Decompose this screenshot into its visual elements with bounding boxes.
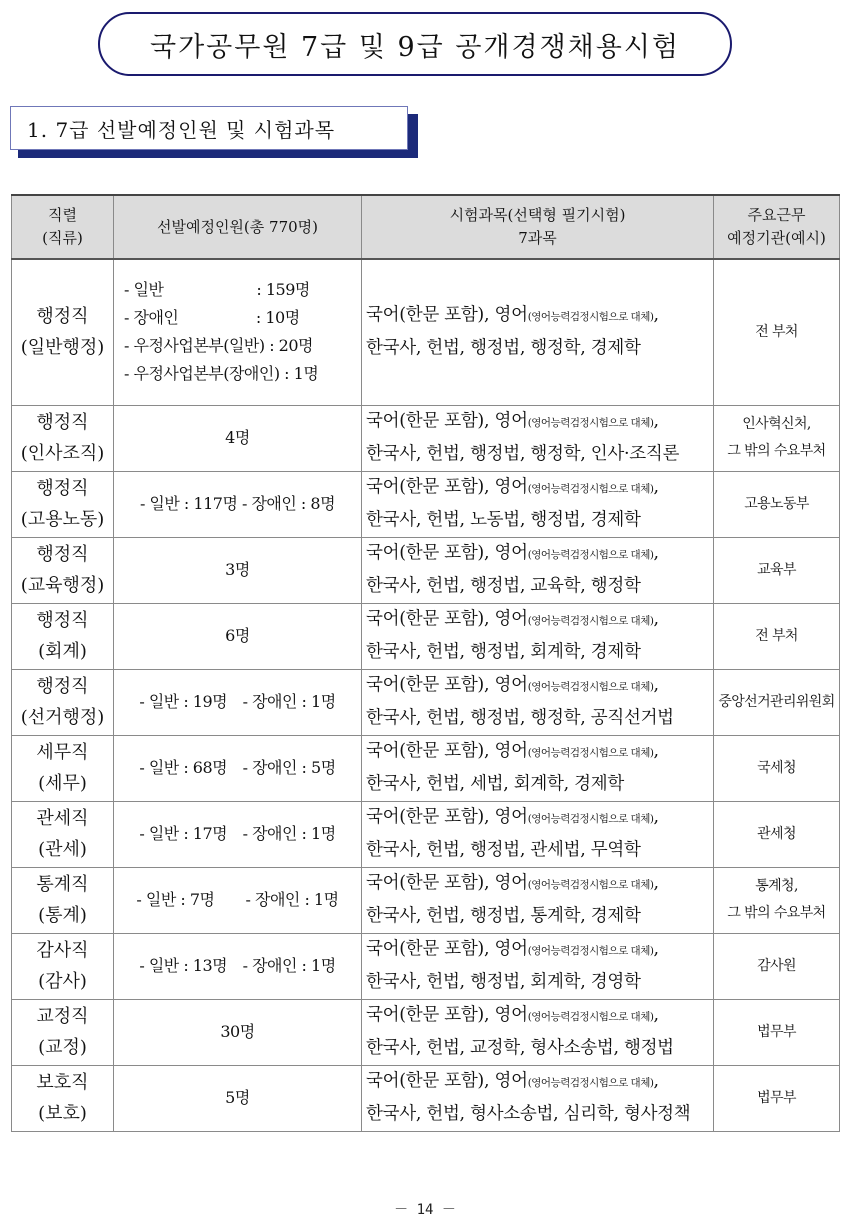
english-test-note: (영어능력검정시험으로 대체) <box>527 311 654 324</box>
planned-count-cell <box>114 603 362 669</box>
header-line: 7과목 <box>518 229 557 247</box>
english-test-note: (영어능력검정시험으로 대체) <box>527 813 654 825</box>
subjects-primary: 국어(한문 포함), 영어 <box>366 741 528 761</box>
planned-count-cell <box>114 537 362 603</box>
english-test-note: (영어능력검정시험으로 대체) <box>527 747 654 759</box>
exam-subjects-line: 한국사, 헌법, 행정법, 교육학, 행정학 <box>366 576 641 596</box>
job-series-line: (교육행정) <box>20 575 105 596</box>
agency-line: 전 부처 <box>755 627 798 644</box>
header-line: 직렬 <box>48 206 77 224</box>
planned-count-cell <box>114 405 362 471</box>
job-series-line: (보호) <box>38 1103 87 1124</box>
subjects-comma: , <box>653 675 659 695</box>
planned-count-line: - 일반 : 159명 <box>124 280 310 300</box>
english-test-note: (영어능력검정시험으로 대체) <box>527 945 654 957</box>
subjects-primary: 국어(한문 포함), 영어 <box>366 1071 528 1091</box>
table-row <box>12 471 840 537</box>
subjects-primary: 국어(한문 포함), 영어 <box>366 939 528 959</box>
job-series-line: (인사조직) <box>20 443 105 464</box>
planned-count-line: 4명 <box>225 428 250 447</box>
job-series-line: (회계) <box>38 641 87 662</box>
agency-cell <box>714 259 840 405</box>
table-row <box>12 933 840 999</box>
header-line: (직류) <box>42 229 83 247</box>
subjects-primary: 국어(한문 포함), 영어 <box>366 675 528 695</box>
table-row <box>12 999 840 1065</box>
job-series-cell <box>12 735 114 801</box>
job-series-cell <box>12 933 114 999</box>
planned-count-line: 6명 <box>225 626 250 645</box>
subjects-comma: , <box>653 543 659 563</box>
subjects-comma: , <box>653 1071 659 1091</box>
agency-cell <box>714 537 840 603</box>
exam-subjects-line <box>366 1000 709 1033</box>
agency-cell <box>714 405 840 471</box>
exam-subjects-cell <box>362 669 714 735</box>
exam-subjects-line: 한국사, 헌법, 교정학, 형사소송법, 행정법 <box>366 1038 674 1058</box>
planned-count-line: 30명 <box>220 1022 255 1041</box>
subjects-comma: , <box>653 741 659 761</box>
exam-subjects-line <box>366 406 709 439</box>
agency-cell <box>714 1065 840 1131</box>
subjects-comma: , <box>653 609 659 629</box>
exam-subjects-line: 한국사, 헌법, 행정법, 행정학, 인사·조직론 <box>366 444 680 464</box>
header-planned-count <box>114 195 362 259</box>
planned-count-cell <box>114 1065 362 1131</box>
agency-cell <box>714 471 840 537</box>
exam-subjects-line: 한국사, 헌법, 행정법, 행정학, 공직선거법 <box>366 708 674 728</box>
exam-subjects-line: 한국사, 헌법, 행정법, 관세법, 무역학 <box>366 840 641 860</box>
subjects-primary: 국어(한문 포함), 영어 <box>366 609 528 629</box>
job-series-line: (세무) <box>38 773 87 794</box>
job-series-cell <box>12 801 114 867</box>
exam-subjects-cell <box>362 801 714 867</box>
header-agency <box>714 195 840 259</box>
document-title-text: 국가공무원 7급 및 9급 공개경쟁채용시험 <box>150 31 680 63</box>
subjects-primary: 국어(한문 포함), 영어 <box>366 873 528 893</box>
english-test-note: (영어능력검정시험으로 대체) <box>527 615 654 627</box>
exam-subjects-line: 한국사, 헌법, 행정법, 회계학, 경영학 <box>366 972 641 992</box>
job-series-cell <box>12 471 114 537</box>
exam-subjects-line <box>366 604 709 637</box>
agency-cell <box>714 933 840 999</box>
exam-subjects-cell <box>362 999 714 1065</box>
table-row <box>12 405 840 471</box>
job-series-line: 행정직 <box>36 544 89 565</box>
planned-count-cell <box>114 669 362 735</box>
table-row <box>12 735 840 801</box>
job-series-line: (관세) <box>38 839 87 860</box>
exam-subjects-line: 한국사, 헌법, 행정법, 통계학, 경제학 <box>366 906 641 926</box>
planned-count-line: - 우정사업본부(일반) : 20명 <box>124 336 314 356</box>
exam-subjects-line <box>366 934 709 967</box>
job-series-line: 세무직 <box>36 742 89 763</box>
section-heading <box>10 106 420 158</box>
exam-subjects-cell <box>362 867 714 933</box>
exam-subjects-cell <box>362 537 714 603</box>
job-series-line: 행정직 <box>36 412 89 433</box>
job-series-line: (고용노동) <box>20 509 105 530</box>
section-heading-text: 1. 7급 선발예정인원 및 시험과목 <box>27 117 336 142</box>
table-row <box>12 537 840 603</box>
job-series-line: (선거행정) <box>20 707 105 728</box>
exam-subjects-cell <box>362 259 714 405</box>
header-line: 시험과목(선택형 필기시험) <box>449 206 626 224</box>
header-exam-subjects <box>362 195 714 259</box>
subjects-comma: , <box>653 939 659 959</box>
agency-line: 전 부처 <box>755 323 798 340</box>
planned-count-line: - 일반 : 117명 - 장애인 : 8명 <box>139 494 336 513</box>
exam-subjects-line <box>366 472 709 505</box>
planned-count-cell <box>114 933 362 999</box>
job-series-cell <box>12 603 114 669</box>
exam-subjects-line <box>366 1066 709 1099</box>
exam-subjects-line <box>366 868 709 901</box>
english-test-note: (영어능력검정시험으로 대체) <box>527 417 654 429</box>
english-test-note: (영어능력검정시험으로 대체) <box>527 1077 654 1089</box>
table-body <box>12 259 840 1131</box>
table-header-row <box>12 195 840 259</box>
header-line: 주요근무 <box>747 206 806 224</box>
table-row <box>12 801 840 867</box>
job-series-cell <box>12 259 114 405</box>
subjects-primary: 국어(한문 포함), 영어 <box>366 543 528 563</box>
job-series-line: (일반행정) <box>20 337 105 359</box>
recruitment-table <box>11 194 840 1132</box>
planned-count-cell <box>114 471 362 537</box>
exam-subjects-cell <box>362 1065 714 1131</box>
exam-subjects-cell <box>362 405 714 471</box>
job-series-cell <box>12 1065 114 1131</box>
header-line: 선발예정인원(총 770명) <box>156 217 319 236</box>
planned-count-cell <box>114 999 362 1065</box>
subjects-comma: , <box>653 873 659 893</box>
document-title <box>98 12 732 76</box>
agency-line: 감사원 <box>757 957 796 974</box>
planned-count-cell <box>114 801 362 867</box>
planned-count-line: - 우정사업본부(장애인) : 1명 <box>124 364 319 384</box>
job-series-line: 행정직 <box>36 306 89 328</box>
english-test-note: (영어능력검정시험으로 대체) <box>527 879 654 891</box>
agency-line: 인사혁신처, <box>742 416 811 432</box>
agency-line: 교육부 <box>757 561 796 578</box>
subjects-comma: , <box>653 807 659 827</box>
agency-line: 그 밖의 수요부처 <box>727 443 826 459</box>
job-series-line: (감사) <box>38 971 87 992</box>
exam-subjects-line: 한국사, 헌법, 행정법, 행정학, 경제학 <box>366 338 641 359</box>
table-row <box>12 669 840 735</box>
table-row <box>12 867 840 933</box>
exam-subjects-cell <box>362 471 714 537</box>
agency-cell <box>714 999 840 1065</box>
exam-subjects-line <box>366 538 709 571</box>
table-row <box>12 603 840 669</box>
job-series-cell <box>12 867 114 933</box>
job-series-line: (교정) <box>38 1037 87 1058</box>
planned-count-cell <box>114 867 362 933</box>
exam-subjects-line: 한국사, 헌법, 세법, 회계학, 경제학 <box>366 774 624 794</box>
exam-subjects-cell <box>362 735 714 801</box>
job-series-line: 감사직 <box>36 940 89 961</box>
planned-count-line: - 일반 : 13명 - 장애인 : 1명 <box>139 956 336 975</box>
exam-subjects-line <box>366 802 709 835</box>
agency-line: 법무부 <box>757 1023 796 1040</box>
agency-line: 중앙선거관리위원회 <box>718 693 835 710</box>
agency-cell <box>714 669 840 735</box>
job-series-cell <box>12 537 114 603</box>
exam-subjects-line: 한국사, 헌법, 행정법, 회계학, 경제학 <box>366 642 641 662</box>
exam-subjects-cell <box>362 603 714 669</box>
agency-line: 그 밖의 수요부처 <box>727 905 826 921</box>
header-job-series <box>12 195 114 259</box>
exam-subjects-line <box>366 670 709 703</box>
subjects-primary: 국어(한문 포함), 영어 <box>366 305 528 326</box>
job-series-line: 교정직 <box>36 1006 89 1027</box>
job-series-cell <box>12 999 114 1065</box>
job-series-line: (통계) <box>38 905 87 926</box>
planned-count-line: 5명 <box>225 1088 250 1107</box>
english-test-note: (영어능력검정시험으로 대체) <box>527 549 654 561</box>
agency-cell <box>714 603 840 669</box>
agency-cell <box>714 801 840 867</box>
planned-count-line: - 장애인 : 10명 <box>124 308 300 328</box>
job-series-line: 통계직 <box>36 874 89 895</box>
subjects-comma: , <box>653 411 659 431</box>
exam-subjects-line <box>366 300 709 333</box>
subjects-primary: 국어(한문 포함), 영어 <box>366 411 528 431</box>
exam-subjects-line: 한국사, 헌법, 노동법, 행정법, 경제학 <box>366 510 641 530</box>
agency-line: 관세청 <box>757 825 796 842</box>
subjects-primary: 국어(한문 포함), 영어 <box>366 477 528 497</box>
page-number: － 14 － <box>394 1202 456 1218</box>
job-series-cell <box>12 405 114 471</box>
subjects-primary: 국어(한문 포함), 영어 <box>366 1005 528 1025</box>
subjects-comma: , <box>653 477 659 497</box>
job-series-cell <box>12 669 114 735</box>
exam-subjects-line: 한국사, 헌법, 형사소송법, 심리학, 형사정책 <box>366 1104 691 1124</box>
planned-count-line: - 일반 : 17명 - 장애인 : 1명 <box>139 824 336 843</box>
job-series-line: 관세직 <box>36 808 89 829</box>
planned-count-line: - 일반 : 19명 - 장애인 : 1명 <box>139 692 336 711</box>
job-series-line: 행정직 <box>36 478 89 499</box>
agency-line: 고용노동부 <box>744 495 809 512</box>
job-series-line: 행정직 <box>36 610 89 631</box>
section-heading-box <box>10 106 408 150</box>
planned-count-line: - 일반 : 68명 - 장애인 : 5명 <box>139 758 336 777</box>
agency-line: 법무부 <box>757 1089 796 1106</box>
planned-count-line: 3명 <box>225 560 250 579</box>
planned-count-cell <box>114 735 362 801</box>
job-series-line: 보호직 <box>36 1072 89 1093</box>
subjects-comma: , <box>653 1005 659 1025</box>
table-row <box>12 259 840 405</box>
subjects-primary: 국어(한문 포함), 영어 <box>366 807 528 827</box>
exam-subjects-cell <box>362 933 714 999</box>
agency-line: 통계청, <box>755 878 798 894</box>
english-test-note: (영어능력검정시험으로 대체) <box>527 681 654 693</box>
header-line: 예정기관(예시) <box>727 229 826 247</box>
agency-line: 국세청 <box>757 759 796 776</box>
english-test-note: (영어능력검정시험으로 대체) <box>527 1011 654 1023</box>
subjects-comma: , <box>653 305 659 326</box>
job-series-line: 행정직 <box>36 676 89 697</box>
agency-cell <box>714 735 840 801</box>
english-test-note: (영어능력검정시험으로 대체) <box>527 483 654 495</box>
table-row <box>12 1065 840 1131</box>
exam-subjects-line <box>366 736 709 769</box>
planned-count-line: - 일반 : 7명 - 장애인 : 1명 <box>136 890 339 909</box>
planned-count-cell <box>114 259 362 405</box>
agency-cell <box>714 867 840 933</box>
